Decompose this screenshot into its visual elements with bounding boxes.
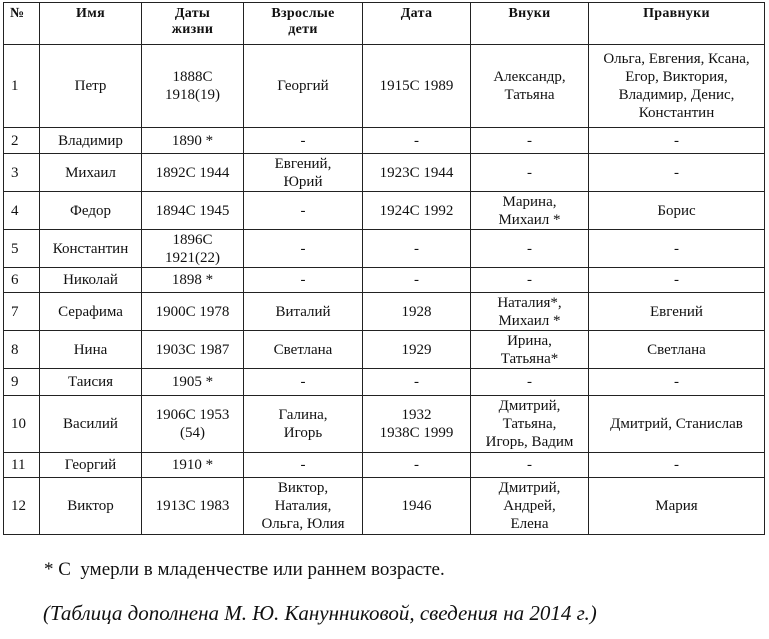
cell-line: Татьяна	[504, 87, 555, 103]
row-number-cell: 12	[4, 478, 40, 535]
cell-line: -	[527, 132, 532, 149]
great-grandchildren-cell	[589, 128, 765, 154]
adult-children-cell	[244, 331, 363, 369]
name-cell: Василий	[40, 396, 142, 453]
cell-line: Юрий	[283, 173, 323, 190]
cell-line: Борис	[657, 202, 696, 219]
row-number-cell: 1	[4, 45, 40, 128]
table-row	[4, 331, 765, 369]
cell-line: -	[674, 132, 679, 149]
great-grandchildren-cell	[589, 478, 765, 535]
table-row	[4, 154, 765, 192]
cell-line: 1896С	[172, 231, 213, 248]
row-number-cell: 9	[4, 369, 40, 396]
cell-line: -	[300, 240, 306, 257]
cell-line: Дмитрий,	[498, 480, 561, 496]
cell-line: -	[674, 164, 679, 181]
cell-line: Дмитрий, Станислав	[610, 416, 743, 432]
cell-line: 1888С	[172, 69, 213, 85]
adult-children-cell	[244, 45, 363, 128]
cell-line: -	[300, 132, 306, 149]
table-row	[4, 268, 765, 293]
cell-line: Дмитрий,	[498, 398, 561, 414]
cell-line: 1923С 1944	[379, 164, 454, 181]
cell-line: Игорь, Вадим	[485, 434, 574, 450]
cell-line: 1929	[401, 341, 432, 358]
cell-line: -	[300, 374, 306, 390]
grandchildren-cell	[471, 396, 589, 453]
row-number-cell: 10	[4, 396, 40, 453]
cell-line: Евгений	[650, 303, 703, 320]
header-life-dates	[142, 3, 244, 45]
table-row	[4, 369, 765, 396]
life-dates-cell	[142, 369, 244, 396]
cell-line: 1946	[401, 498, 432, 514]
cell-line: Марина,	[502, 193, 557, 210]
grandchildren-cell	[471, 268, 589, 293]
date-cell	[363, 128, 471, 154]
cell-line: 1903С 1987	[155, 341, 230, 358]
cell-line: 1894С 1945	[155, 202, 230, 219]
cell-line: 1928	[401, 303, 432, 320]
cell-line: Светлана	[273, 341, 333, 358]
cell-line: Михаил *	[498, 211, 561, 228]
cell-line: -	[414, 240, 419, 257]
great-grandchildren-cell	[589, 396, 765, 453]
cell-line: (54)	[180, 425, 205, 441]
row-number-cell: 11	[4, 453, 40, 478]
cell-line: Ирина,	[507, 332, 552, 349]
header-line: №	[10, 6, 25, 21]
great-grandchildren-cell	[589, 45, 765, 128]
cell-line: 1906С 1953	[155, 407, 230, 423]
row-number-cell: 4	[4, 192, 40, 230]
cell-line: 1924С 1992	[379, 202, 454, 219]
table-row	[4, 396, 765, 453]
genealogy-table	[3, 2, 765, 535]
header-date	[363, 3, 471, 45]
cell-line: -	[414, 272, 419, 288]
cell-line: 1915С 1989	[379, 78, 454, 94]
name-cell: Федор	[40, 192, 142, 230]
grandchildren-cell	[471, 154, 589, 192]
cell-line: Виталий	[275, 303, 331, 320]
header-line: Дата	[400, 6, 433, 21]
cell-line: 1932	[401, 407, 432, 423]
cell-line: Татьяна*	[500, 350, 559, 367]
adult-children-cell	[244, 369, 363, 396]
cell-line: -	[414, 374, 419, 390]
cell-line: -	[527, 272, 532, 288]
cell-line: -	[414, 132, 419, 149]
cell-line: 1921(22)	[165, 249, 220, 266]
table-body	[4, 45, 765, 535]
cell-line: 1892С 1944	[155, 164, 230, 181]
cell-line: -	[674, 374, 679, 390]
grandchildren-cell	[471, 453, 589, 478]
cell-line: -	[300, 457, 306, 473]
great-grandchildren-cell	[589, 268, 765, 293]
adult-children-cell	[244, 154, 363, 192]
table-row	[4, 293, 765, 331]
cell-line: 1890 *	[171, 132, 214, 149]
table-row	[4, 478, 765, 535]
header-grandchildren	[471, 3, 589, 45]
grandchildren-cell	[471, 192, 589, 230]
grandchildren-cell	[471, 478, 589, 535]
cell-line: Александр,	[493, 69, 566, 85]
grandchildren-cell	[471, 369, 589, 396]
cell-line: 1918(19)	[165, 87, 220, 103]
great-grandchildren-cell	[589, 331, 765, 369]
life-dates-cell	[142, 396, 244, 453]
table-row	[4, 230, 765, 268]
cell-line: Галина,	[278, 407, 328, 423]
cell-line: Константин	[638, 105, 715, 121]
header-adult-children	[244, 3, 363, 45]
life-dates-cell	[142, 154, 244, 192]
cell-line: Наталия,	[274, 498, 332, 514]
cell-line: -	[674, 272, 679, 288]
cell-line: Мария	[655, 498, 698, 514]
cell-line: Елена	[510, 516, 549, 532]
date-cell	[363, 154, 471, 192]
header-line: дети	[288, 22, 318, 37]
life-dates-cell	[142, 478, 244, 535]
header-line: Взрослые	[271, 6, 335, 21]
table-row	[4, 45, 765, 128]
name-cell: Серафима	[40, 293, 142, 331]
cell-line: 1938С 1999	[379, 425, 454, 441]
cell-line: -	[527, 374, 532, 390]
cell-line: Татьяна,	[502, 416, 557, 432]
great-grandchildren-cell	[589, 293, 765, 331]
date-cell	[363, 268, 471, 293]
header-great-grandchildren	[589, 3, 765, 45]
life-dates-cell	[142, 192, 244, 230]
great-grandchildren-cell	[589, 369, 765, 396]
header-num	[4, 3, 40, 45]
table-header-row	[4, 3, 765, 45]
name-cell: Константин	[40, 230, 142, 268]
cell-line: Наталия*,	[497, 294, 562, 311]
great-grandchildren-cell	[589, 453, 765, 478]
cell-line: 1905 *	[171, 374, 214, 390]
date-cell	[363, 396, 471, 453]
cell-line: 1898 *	[171, 272, 214, 288]
source-note: (Таблица дополнена М. Ю. Канунниковой, сведения на 2014 г.)	[43, 601, 597, 625]
life-dates-cell	[142, 331, 244, 369]
grandchildren-cell	[471, 128, 589, 154]
header-line: Правнуки	[643, 6, 710, 21]
row-number-cell: 3	[4, 154, 40, 192]
grandchildren-cell	[471, 45, 589, 128]
cell-line: Евгений,	[274, 155, 332, 172]
adult-children-cell	[244, 192, 363, 230]
life-dates-cell	[142, 45, 244, 128]
cell-line: Владимир, Денис,	[618, 87, 735, 103]
cell-line: -	[300, 202, 306, 219]
cell-line: Виктор,	[277, 480, 329, 496]
cell-line: -	[527, 240, 532, 257]
grandchildren-cell	[471, 230, 589, 268]
cell-line: 1900С 1978	[155, 303, 230, 320]
header-line: Внуки	[508, 6, 551, 21]
cell-line: Георгий	[277, 78, 329, 94]
row-number-cell: 6	[4, 268, 40, 293]
date-cell	[363, 230, 471, 268]
name-cell: Михаил	[40, 154, 142, 192]
date-cell	[363, 369, 471, 396]
date-cell	[363, 478, 471, 535]
date-cell	[363, 192, 471, 230]
cell-line: Игорь	[283, 425, 323, 441]
cell-line: 1910 *	[171, 457, 214, 473]
row-number-cell: 5	[4, 230, 40, 268]
cell-line: -	[674, 240, 679, 257]
life-dates-cell	[142, 453, 244, 478]
cell-line: -	[300, 272, 306, 288]
adult-children-cell	[244, 128, 363, 154]
table-row	[4, 453, 765, 478]
date-cell	[363, 45, 471, 128]
row-number-cell: 8	[4, 331, 40, 369]
adult-children-cell	[244, 453, 363, 478]
name-cell: Виктор	[40, 478, 142, 535]
adult-children-cell	[244, 268, 363, 293]
cell-line: Светлана	[647, 341, 706, 358]
great-grandchildren-cell	[589, 154, 765, 192]
grandchildren-cell	[471, 331, 589, 369]
date-cell	[363, 331, 471, 369]
cell-line: Андрей,	[503, 498, 556, 514]
adult-children-cell	[244, 396, 363, 453]
cell-line: Ольга, Евгения, Ксана,	[603, 51, 750, 67]
name-cell: Таисия	[40, 369, 142, 396]
footnote: * С умерли в младенчестве или раннем возрасте.	[44, 559, 445, 580]
row-number-cell: 2	[4, 128, 40, 154]
date-cell	[363, 453, 471, 478]
header-line: Даты	[174, 6, 211, 21]
name-cell: Георгий	[40, 453, 142, 478]
date-cell	[363, 293, 471, 331]
header-line: Имя	[76, 6, 105, 21]
header-name	[40, 3, 142, 45]
life-dates-cell	[142, 268, 244, 293]
adult-children-cell	[244, 478, 363, 535]
life-dates-cell	[142, 230, 244, 268]
cell-line: -	[527, 457, 532, 473]
cell-line: Егор, Виктория,	[625, 69, 728, 85]
table-row	[4, 128, 765, 154]
great-grandchildren-cell	[589, 192, 765, 230]
life-dates-cell	[142, 293, 244, 331]
cell-line: -	[674, 457, 679, 473]
cell-line: 1913С 1983	[155, 498, 230, 514]
cell-line: -	[414, 457, 419, 473]
life-dates-cell	[142, 128, 244, 154]
table-row	[4, 192, 765, 230]
name-cell: Николай	[40, 268, 142, 293]
great-grandchildren-cell	[589, 230, 765, 268]
name-cell: Петр	[40, 45, 142, 128]
cell-line: Ольга, Юлия	[261, 516, 345, 532]
cell-line: Михаил *	[498, 312, 561, 329]
name-cell: Владимир	[40, 128, 142, 154]
adult-children-cell	[244, 230, 363, 268]
name-cell: Нина	[40, 331, 142, 369]
row-number-cell: 7	[4, 293, 40, 331]
header-line: жизни	[171, 22, 214, 37]
adult-children-cell	[244, 293, 363, 331]
grandchildren-cell	[471, 293, 589, 331]
cell-line: -	[527, 164, 532, 181]
